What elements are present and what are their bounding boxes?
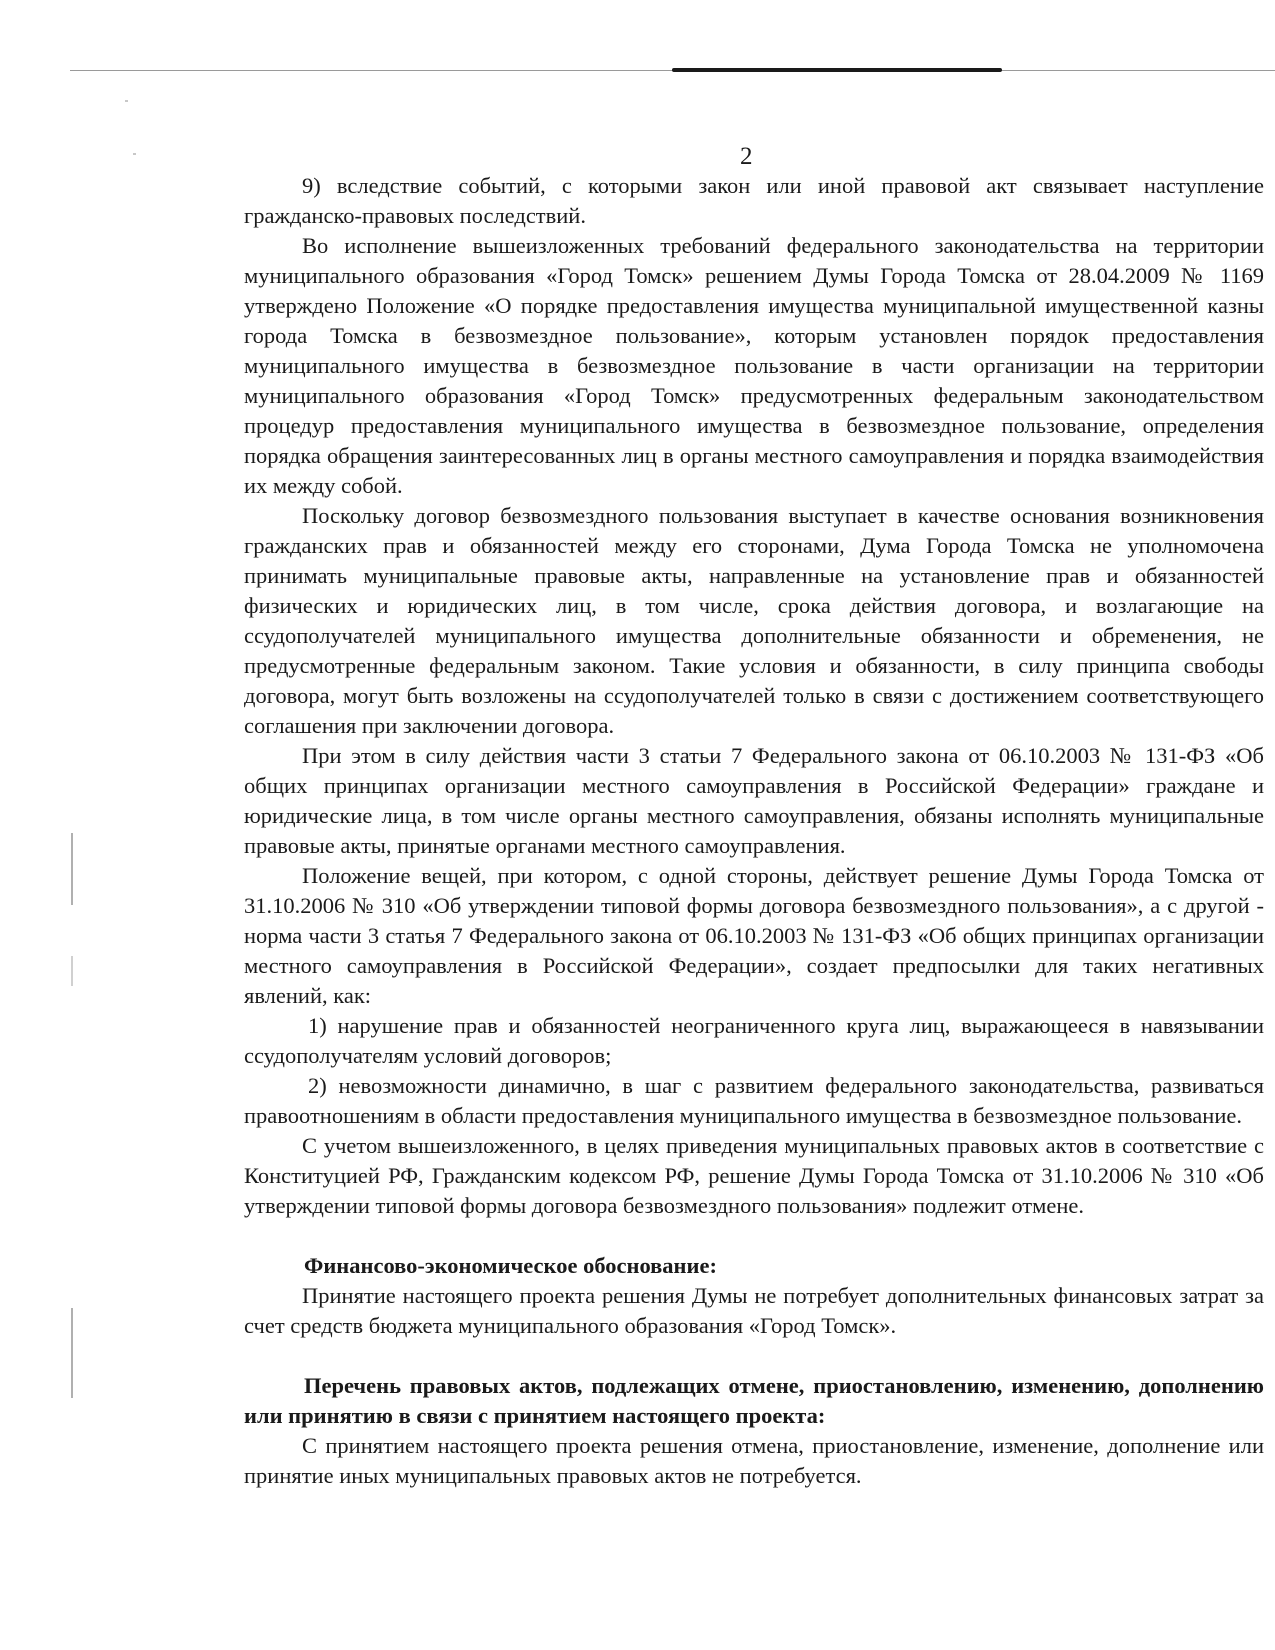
financial-heading: Финансово-экономическое обоснование: bbox=[304, 1253, 717, 1278]
scan-speck bbox=[133, 153, 136, 155]
acts-list-heading: Перечень правовых актов, подлежащих отмене, приостановлению, изменению, дополнению или принятию в связи с принятием настоящего проекта: bbox=[244, 1373, 1264, 1428]
list-item-2: 2) невозможности динамично, в шаг с развитием федерального законодательства, развиваться правоотношениям в области предоставления муниципального имущества в безвозмездное пользование. bbox=[244, 1073, 1264, 1128]
list-item-1: 1) нарушение прав и обязанностей неограниченного круга лиц, выражающееся в навязывании ссудополучателям условий договоров; bbox=[244, 1013, 1264, 1068]
scan-margin-mark bbox=[71, 833, 73, 905]
scan-margin-mark bbox=[71, 956, 73, 986]
paragraph-contract-basis: Поскольку договор безвозмездного пользования выступает в качестве основания возникновения гражданских прав и обязанностей между его сторонами, Дума Города Томска не уполномочена принимать муниципальные правовые акты, направленные на установление прав и обязанностей физических и юридических лиц, в том числе, срока действия договора, и возлагающие на ссудополучателей муниципального имущества дополнительные обязанности и обременения, не предусмотренные федеральным законом. Такие условия и обязанности, в силу принципа свободы договора, могут быть возложены на ссудополучателей только в связи с достижением соответствующего соглашения при заключении договора. bbox=[244, 503, 1264, 738]
paragraph-federal-law-131: При этом в силу действия части 3 статьи 7 Федерального закона от 06.10.2003 № 131-ФЗ «Об общих принципах организации местного самоуправления в Российской Федерации» граждане и юридические лица, в том числе органы местного самоуправления, обязаны исполнять муниципальные правовые акты, принятые органами местного самоуправления. bbox=[244, 743, 1264, 858]
financial-text: Принятие настоящего проекта решения Думы не потребует дополнительных финансовых затрат за счет средств бюджета муниципального образования «Город Томск». bbox=[244, 1283, 1264, 1338]
section-gap bbox=[244, 1221, 1264, 1251]
acts-list-text: С принятием настоящего проекта решения отмена, приостановление, изменение, дополнение или принятие иных муниципальных правовых актов не потребуется. bbox=[244, 1433, 1264, 1488]
paragraph-state-of-affairs: Положение вещей, при котором, с одной стороны, действует решение Думы Города Томска от 31.10.2006 № 310 «Об утверждении типовой формы договора безвозмездного пользования», а с другой - норма части 3 статья 7 Федерального закона от 06.10.2003 № 131-ФЗ «Об общих принципах организации местного самоуправления в Российской Федерации», создает предпосылки для таких негативных явлений, как: bbox=[244, 863, 1264, 1008]
document-body bbox=[244, 171, 1264, 1491]
scan-margin-mark bbox=[71, 1308, 73, 1398]
scan-speck bbox=[125, 100, 128, 102]
section-gap bbox=[244, 1341, 1264, 1371]
page-number: 2 bbox=[740, 143, 753, 170]
paragraph-regulation-1169: Во исполнение вышеизложенных требований федерального законодательства на территории муниципального образования «Город Томск» решением Думы Города Томска от 28.04.2009 № 1169 утверждено Положение «О порядке предоставления имущества муниципальной имущественной казны города Томска в безвозмездное пользование», которым установлен порядок предоставления муниципального имущества в безвозмездное пользование в части организации на территории муниципального образования «Город Томск» предусмотренных федеральным законодательством процедур предоставления муниципального имущества в безвозмездное пользование, определения порядка обращения заинтересованных лиц в органы местного самоуправления и порядка взаимодействия их между собой. bbox=[244, 233, 1264, 498]
paragraph-conclusion: С учетом вышеизложенного, в целях приведения муниципальных правовых актов в соответствие с Конституцией РФ, Гражданским кодексом РФ, решение Думы Города Томска от 31.10.2006 № 310 «Об утверждении типовой формы договора безвозмездного пользования» подлежит отмене. bbox=[244, 1133, 1264, 1218]
paragraph-item-9: 9) вследствие событий, с которыми закон или иной правовой акт связывает наступление гражданско-правовых последствий. bbox=[244, 173, 1264, 228]
top-rule-dark-segment bbox=[672, 68, 1002, 72]
